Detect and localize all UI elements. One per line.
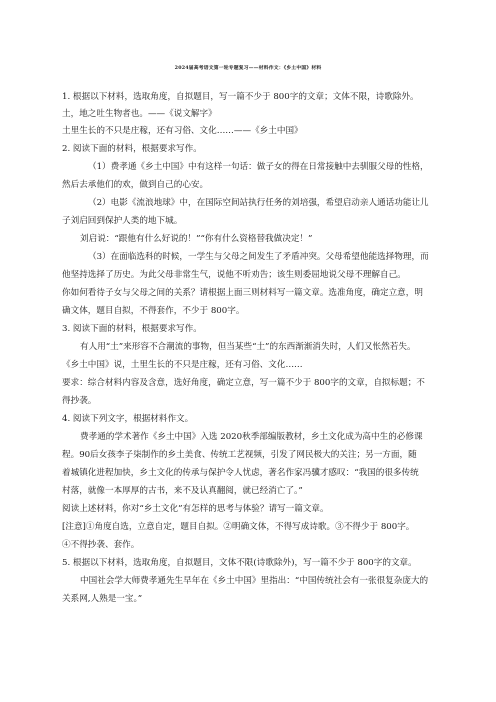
- q2-material-2-line-2: 子刘启回到保护人类的地下城。: [62, 216, 183, 226]
- q3-material-line-1: 有人用“土”来形容不合潮流的事物，但当某些“土”的东西渐渐消失时，人们又怅然若失。: [80, 342, 416, 352]
- q3-material-line-2: 《乡土中国》说，土里生长的不只是庄稼，还有习俗、文化……: [62, 360, 303, 370]
- q4-material-line-2: 程。90后女孩李子柒制作的乡土美食、传统工艺视频，引发了网民极大的关注；另一方面，随: [62, 450, 417, 460]
- q2-heading: 2. 阅读下面的材料，根据要求写作。: [62, 144, 202, 154]
- q2-material-3-line-1: （3）在面临选科的时候，一学生与父母之间发生了矛盾冲突。父母希望他能选择物理，而: [88, 252, 429, 262]
- q3-heading: 3. 阅读下面的材料，根据要求写作。: [62, 324, 202, 334]
- q1-prompt: 1. 根据以下材料，选取角度，自拟题目，写一篇不少于 800字的文章；文体不限，诗歌除外。: [62, 92, 419, 102]
- q1-quote-2: 土里生长的不只是庄稼，还有习俗、文化……——《乡土中国》: [62, 126, 303, 136]
- q2-material-2-line-1: （2）电影《流浪地球》中，在国际空间站执行任务的刘培强，希望启动亲人通话功能让儿: [88, 198, 429, 208]
- q5-prompt: 5. 根据以下材料，选取角度，自拟题目，文体不限(诗歌除外)，写一篇不少于 800字的文章。: [62, 558, 417, 568]
- q5-material-line-1: 中国社会学大师费孝通先生早年在《乡土中国》里指出：“中国传统社会有一张很复杂庞大的: [80, 576, 429, 586]
- q4-notes-line-2: ④不得抄袭、套作。: [62, 540, 140, 550]
- q4-material-line-3: 着城镇化进程加快，乡土文化的传承与保护令人忧虑，著名作家冯骥才感叹：“我国的很多传统: [62, 468, 419, 478]
- q4-material-line-4: 村落，就像一本厚厚的古书，来不及认真翻阅，就已经消亡了。”: [62, 486, 303, 496]
- q4-notes-line-1: [注意]①角度自选，立意自定，题目自拟。②明确文体，不得写成诗歌。③不得少于 800字。: [62, 522, 415, 532]
- q2-requirement-line-2: 确文体，题目自拟，不得套作，不少于 800字。: [62, 306, 245, 316]
- q4-question: 阅读上述材料，你对“乡土文化”有怎样的思考与体验？请写一篇文章。: [62, 504, 329, 514]
- q3-requirement-line-1: 要求：综合材料内容及含意，选好角度，确定立意，写一篇不少于 800字的文章，自拟标题；不: [62, 378, 425, 388]
- q4-material-line-1: 费孝通的学术著作《乡土中国》入选 2020秋季部编版教材，乡土文化成为高中生的必修课: [80, 432, 423, 442]
- q3-requirement-line-2: 得抄袭。: [62, 396, 97, 406]
- q2-requirement-line-1: 你如何看待子女与父母之间的关系？请根据上面三则材料写一篇文章。选准角度，确定立意，明: [62, 288, 423, 298]
- q5-material-line-2: 关系网,人熟是一宝。”: [62, 594, 143, 604]
- document-title: 2024届高考语文第一轮专题复习——材料作文：《乡土中国》材料: [174, 65, 322, 71]
- q1-quote-1: 土，地之吐生物者也。——《说文解字》: [62, 109, 217, 119]
- q4-heading: 4. 阅读下列文字，根据材料作文。: [62, 414, 194, 424]
- q2-material-3-line-2: 他坚持选择了历史。为此父母非常生气，说他不听劝告；该生则委屈地说父母不理解自己。: [62, 270, 406, 280]
- q2-material-1-line-2: 然后去承他们的欢，做到自己的心安。: [62, 180, 209, 190]
- q2-material-2-dialogue: 刘启说：“跟他有什么好说的！”“你有什么资格替我做决定！”: [80, 234, 313, 244]
- q2-material-1-line-1: （1）费孝通《乡土中国》中有这样一句话：做子女的得在日常接触中去驯服父母的性格，: [88, 162, 429, 172]
